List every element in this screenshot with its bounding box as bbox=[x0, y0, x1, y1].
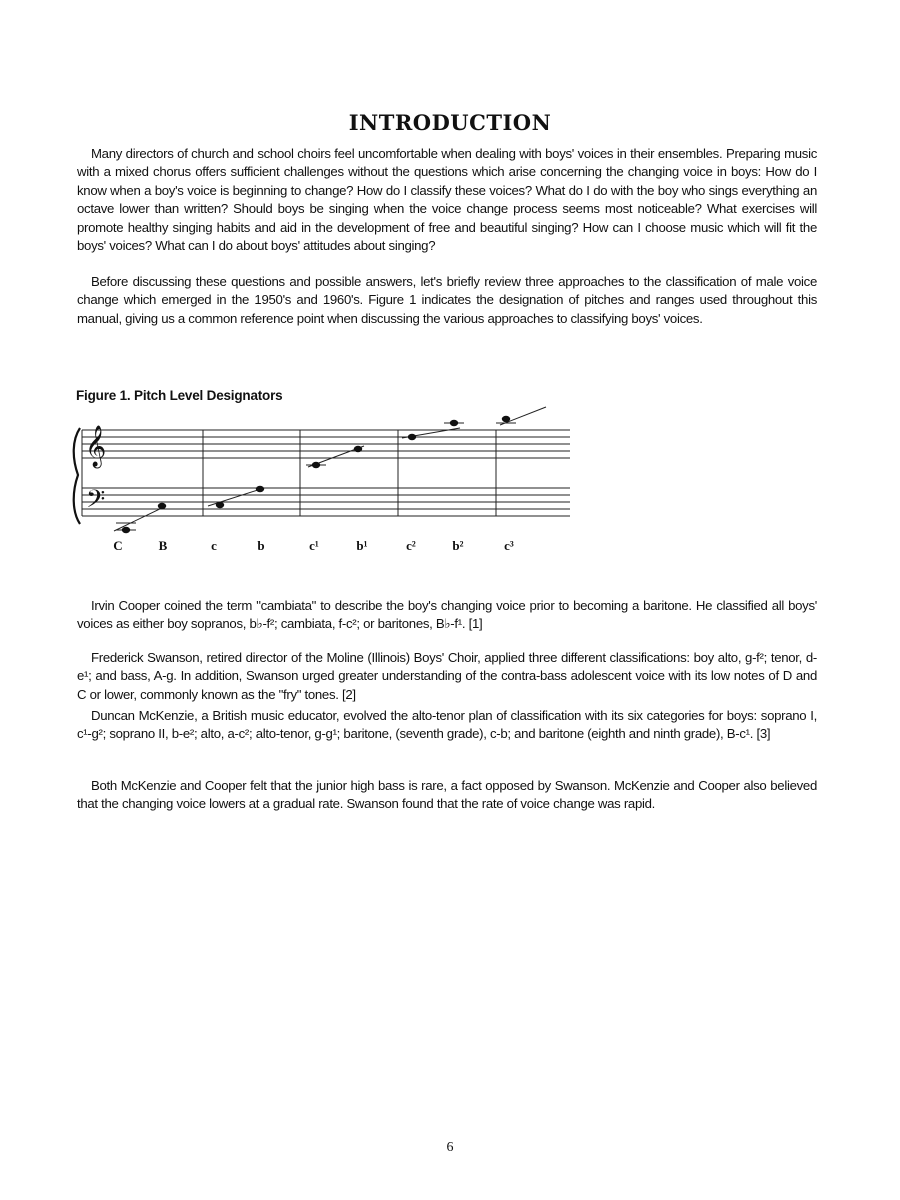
pitch-label: b¹ bbox=[356, 538, 368, 553]
pitch-label: c bbox=[211, 538, 217, 553]
page-title: INTRODUCTION bbox=[348, 110, 552, 135]
pitch-label: b² bbox=[452, 538, 464, 553]
note-c1 bbox=[312, 462, 320, 468]
ledger-lines bbox=[116, 423, 516, 530]
note-b bbox=[256, 486, 264, 492]
intro-paragraph-1: Many directors of church and school choirs feel uncomfortable when dealing with boys' voices in their ensembles. Preparing music with a mixed chorus offers sufficient challenges without the questions which arise concerning the changing voice in boys: How do I know when a boy's voice is beginning to change? How do I classify these voices? What do I do with the boy who sings everything an octave lower than written? Should boys be singing when the voice change process seems most noticeable? What exercises will promote healthy singing habits and aid in the development of free and beautiful singing? How can I choose music which will fit the boys' voices? What can I do about boys' attitudes about singing? bbox=[77, 146, 817, 254]
grand-staff-figure bbox=[70, 400, 590, 560]
comparison-paragraph: Both McKenzie and Cooper felt that the junior high bass is rare, a fact opposed by Swanson. McKenzie and Cooper also believed that the changing voice lowers at a gradual rate. Swanson found that the rate of voice change was rapid. bbox=[77, 778, 817, 812]
page-number: 6 bbox=[446, 1140, 454, 1155]
range-lines bbox=[114, 407, 546, 531]
note-c bbox=[216, 502, 224, 508]
bass-staff-lines bbox=[82, 488, 570, 516]
pitch-label: c¹ bbox=[309, 538, 319, 553]
bar-lines bbox=[82, 430, 496, 516]
swanson-paragraph: Frederick Swanson, retired director of the Moline (Illinois) Boys' Choir, applied three different classifications: boy alto, g-f²; tenor, d-e¹; and bass, A-g. In addition, Swanson urged greater understanding of the contra-bass adolescent voice with its low notes of D and C or lower, commonly known as the "fry" tones. [2] bbox=[77, 650, 817, 702]
note-c3 bbox=[502, 416, 510, 422]
bass-clef: 𝄢 bbox=[86, 485, 106, 520]
note-b1 bbox=[354, 446, 362, 452]
treble-staff-lines bbox=[82, 430, 570, 458]
pitch-label: B bbox=[158, 538, 168, 553]
figure-title: Figure 1. Pitch Level Designators bbox=[76, 388, 283, 403]
staff-brace bbox=[74, 428, 80, 524]
mckenzie-paragraph: Duncan McKenzie, a British music educator, evolved the alto-tenor plan of classification with its six categories for boys: soprano I, c¹-g²; soprano II, b-e²; alto, a-c²; alto-tenor, g-g¹; baritone, (seventh grade), c-b; and baritone (eighth and ninth grade), B-c¹. [3] bbox=[77, 708, 817, 742]
note-b2 bbox=[450, 420, 458, 426]
cooper-paragraph: Irvin Cooper coined the term "cambiata" to describe the boy's changing voice prior to becoming a baritone. He classified all boys' voices as either boy sopranos, b♭-f²; cambiata, f-c²; or baritones, B♭-f¹. [1] bbox=[77, 598, 817, 632]
treble-clef: 𝄞 bbox=[85, 426, 107, 467]
pitch-label: c² bbox=[406, 538, 416, 553]
intro-paragraph-2: Before discussing these questions and possible answers, let's briefly review three approaches to the classification of male voice change which emerged in the 1950's and 1960's. Figure 1 indicates the designation of pitches and ranges used throughout this manual, giving us a common reference point when discussing the various approaches to classifying boys' voices. bbox=[77, 274, 817, 326]
pitch-label: c³ bbox=[504, 538, 514, 553]
note-c2 bbox=[408, 434, 416, 440]
note-B bbox=[158, 503, 166, 509]
pitch-label: b bbox=[257, 538, 265, 553]
pitch-label: C bbox=[113, 538, 123, 553]
note-C bbox=[122, 527, 130, 533]
